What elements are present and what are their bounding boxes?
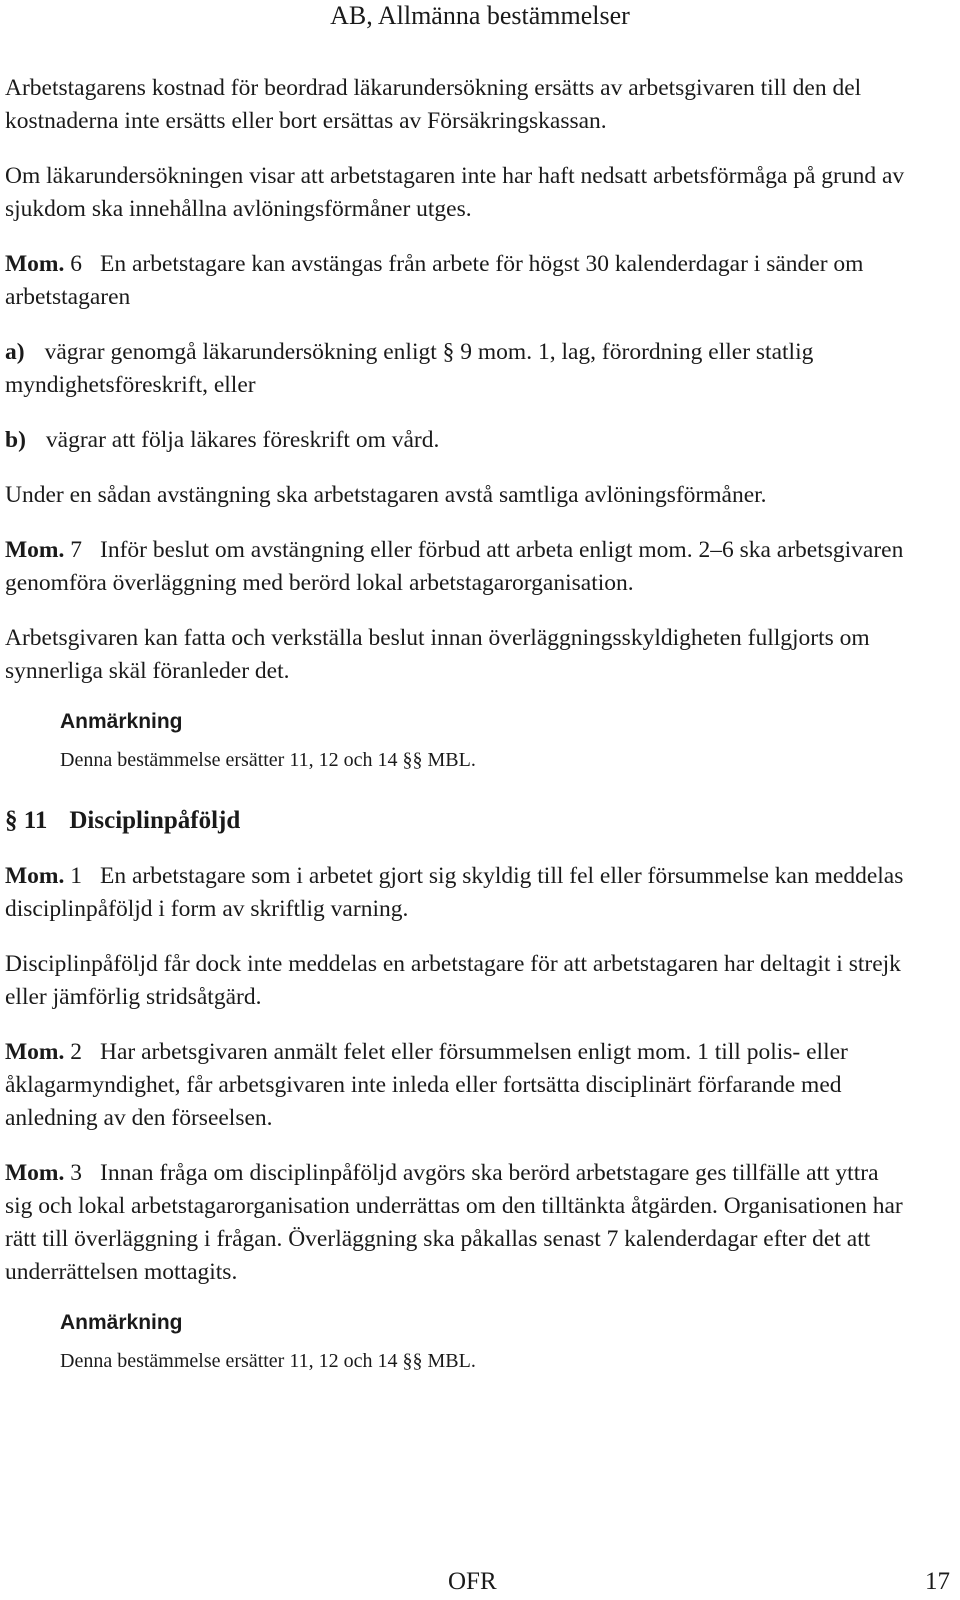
paragraph-arbetsgivaren: Arbetsgivaren kan fatta och verkställa beslut innan överläggningsskyldigheten fullgjorts om synnerliga skäl föranleder det. bbox=[5, 625, 870, 684]
note-2-heading: Anmärkning bbox=[60, 1311, 183, 1334]
note-2 bbox=[60, 1309, 910, 1375]
section-11-mom-1-label: Mom. bbox=[5, 863, 65, 889]
section-11-mom-3-text: Innan fråga om disciplinpåföljd avgörs ska berörd arbetstagare ges tillfälle att yttra sig och lokal arbetstagarorganisation underrättas om den tilltänkta åtgärden. Organisationen har rätt till överläggning i frågan. Överläggning ska påkallas senast 7 kalenderdagar efter det att underrättelsen mottagits. bbox=[5, 1160, 903, 1285]
list-item-b bbox=[5, 424, 910, 457]
section-11-heading bbox=[5, 804, 910, 838]
mom-7-number: 7 bbox=[70, 537, 83, 563]
section-11-mom-3-label: Mom. bbox=[5, 1160, 65, 1186]
mom-6-label: Mom. bbox=[5, 251, 65, 277]
footer-label: OFR bbox=[448, 1568, 497, 1595]
mom-7-label: Mom. bbox=[5, 537, 65, 563]
mom-6-text: En arbetstagare kan avstängas från arbete för högst 30 kalenderdagar i sänder om arbetstagaren bbox=[5, 251, 864, 310]
section-symbol: § bbox=[5, 807, 18, 834]
section-11-mom-3 bbox=[5, 1157, 910, 1289]
paragraph-avstangning: Under en sådan avstängning ska arbetstagaren avstå samtliga avlöningsförmåner. bbox=[5, 482, 767, 508]
mom-7-text: Inför beslut om avstängning eller förbud att arbeta enligt mom. 2–6 ska arbetsgivaren genomföra överläggning med berörd lokal arbetstagarorganisation. bbox=[5, 537, 904, 596]
mom-6 bbox=[5, 248, 910, 314]
paragraph-kostnad: Arbetstagarens kostnad för beordrad läkarundersökning ersätts av arbetsgivaren till den del kostnaderna inte ersätts eller bort ersättas av Försäkringskassan. bbox=[5, 75, 862, 134]
note-1-text: Denna bestämmelse ersätter 11, 12 och 14 §§ MBL. bbox=[60, 749, 476, 771]
list-item-b-label: b) bbox=[5, 427, 26, 453]
header-title: AB, Allmänna bestämmelser bbox=[330, 1, 630, 30]
page-header bbox=[0, 0, 960, 32]
list-item-a-text: vägrar genomgå läkarundersökning enligt § 9 mom. 1, lag, förordning eller statlig myndighetsföreskrift, eller bbox=[5, 339, 814, 398]
paragraph-disciplinpafoljd: Disciplinpåföljd får dock inte meddelas en arbetstagare för att arbetstagaren har deltagit i strejk eller jämförlig stridsåtgärd. bbox=[5, 951, 901, 1010]
section-11-mom-1-number: 1 bbox=[70, 863, 83, 889]
paragraph-lakarundersokning: Om läkarundersökningen visar att arbetstagaren inte har haft nedsatt arbetsförmåga på grund av sjukdom ska innehållna avlöningsförmåner utges. bbox=[5, 163, 905, 222]
note-1 bbox=[60, 708, 910, 774]
list-item-a bbox=[5, 336, 910, 402]
section-title: Disciplinpåföljd bbox=[69, 807, 241, 834]
note-2-text: Denna bestämmelse ersätter 11, 12 och 14 §§ MBL. bbox=[60, 1350, 476, 1372]
page-footer bbox=[0, 1568, 960, 1600]
section-11-mom-3-number: 3 bbox=[70, 1160, 83, 1186]
mom-7 bbox=[5, 534, 910, 600]
section-11-mom-2 bbox=[5, 1036, 910, 1135]
list-item-b-text: vägrar att följa läkares föreskrift om vård. bbox=[45, 427, 440, 453]
mom-6-number: 6 bbox=[70, 251, 83, 277]
list-item-a-label: a) bbox=[5, 339, 25, 365]
page-number: 17 bbox=[925, 1568, 950, 1595]
section-11-mom-2-text: Har arbetsgivaren anmält felet eller försummelsen enligt mom. 1 till polis- eller åklagarmyndighet, får arbetsgivaren inte inleda eller fortsätta disciplinärt förfarande med anledning av den förseelsen. bbox=[5, 1039, 848, 1131]
section-11-mom-1 bbox=[5, 860, 910, 926]
section-11-mom-2-number: 2 bbox=[70, 1039, 83, 1065]
page-content bbox=[5, 72, 910, 1375]
note-1-heading: Anmärkning bbox=[60, 710, 183, 733]
section-11-mom-2-label: Mom. bbox=[5, 1039, 65, 1065]
section-number: 11 bbox=[23, 807, 48, 834]
section-11-mom-1-text: En arbetstagare som i arbetet gjort sig skyldig till fel eller försummelse kan meddelas disciplinpåföljd i form av skriftlig varning. bbox=[5, 863, 904, 922]
